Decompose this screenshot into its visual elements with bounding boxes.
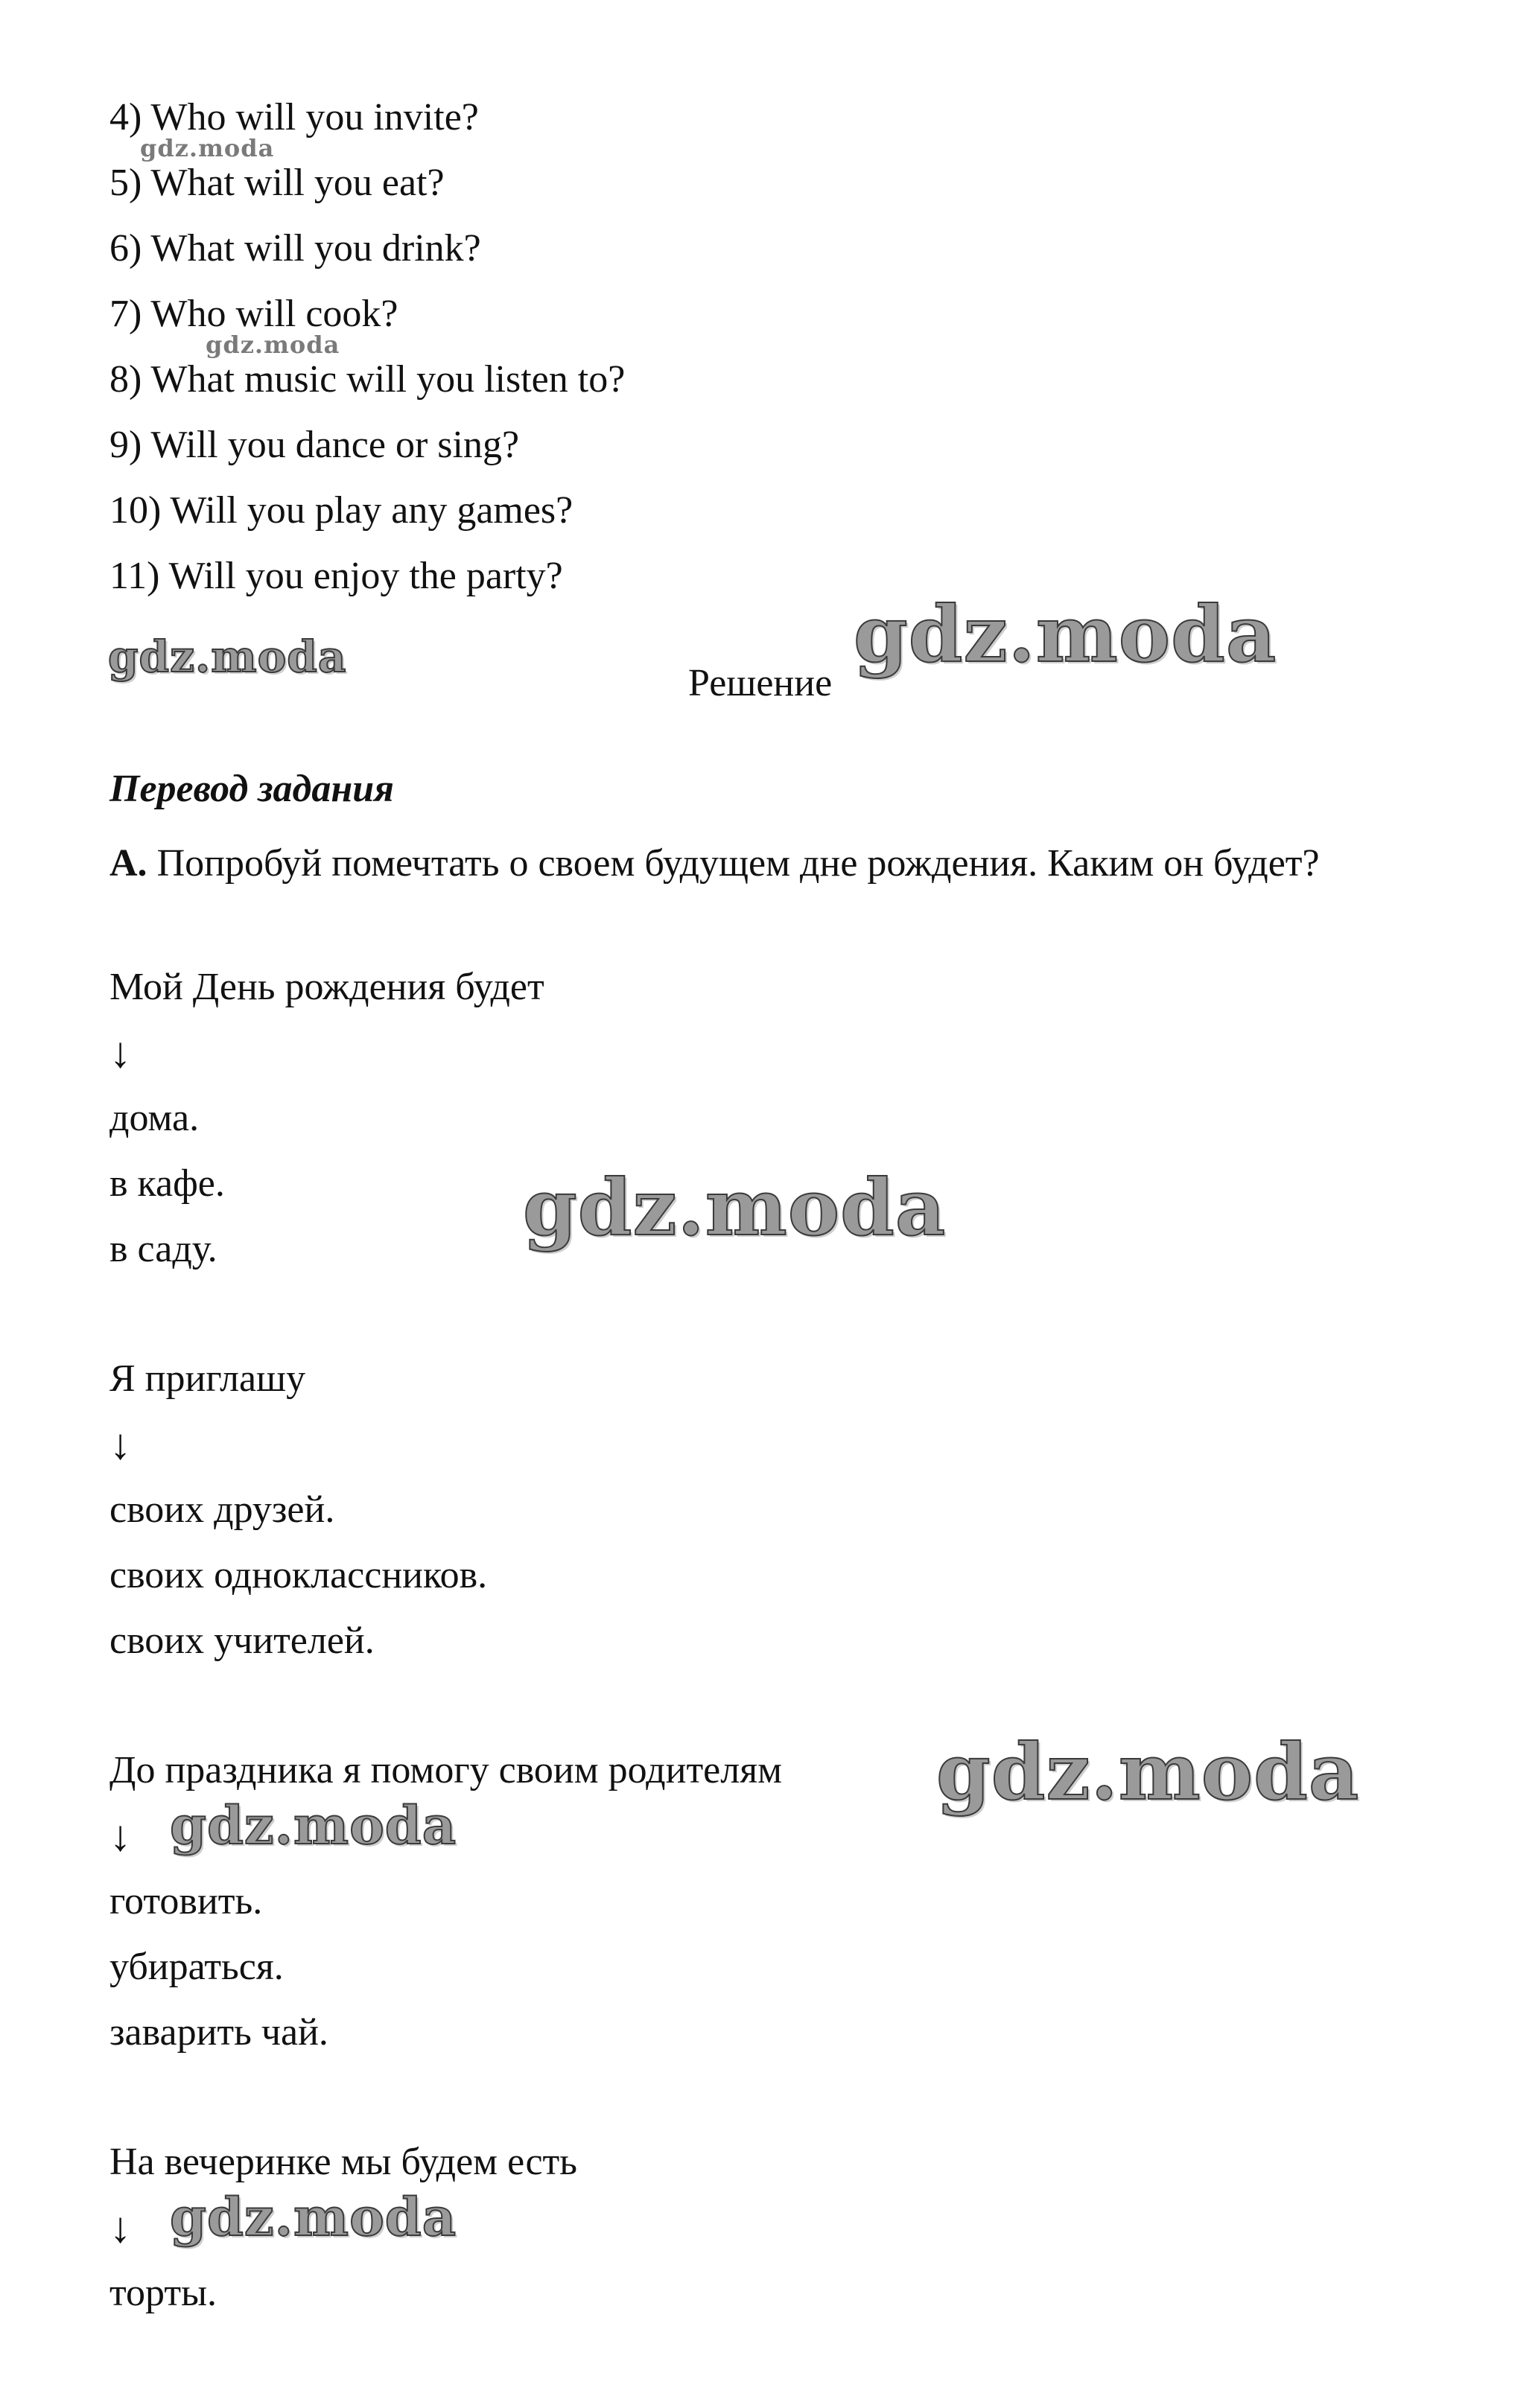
watermark: gdz.moda — [170, 2186, 457, 2248]
block-2-lead: Я приглашу — [109, 1357, 306, 1400]
question-6: 6) What will you drink? — [109, 227, 481, 270]
block-2-option: своих одноклассников. — [109, 1554, 488, 1596]
block-1-option: в саду. — [109, 1228, 217, 1270]
down-arrow-icon: ↓ — [109, 1028, 131, 1077]
block-2-option: своих учителей. — [109, 1619, 375, 1662]
block-1-option: дома. — [109, 1097, 200, 1139]
question-11: 11) Will you enjoy the party? — [109, 555, 563, 597]
block-4-option: торты. — [109, 2272, 217, 2314]
block-4-lead: На вечеринке мы будем есть — [109, 2141, 577, 2183]
question-10: 10) Will you play any games? — [109, 489, 573, 532]
solution-label: Решение — [688, 662, 833, 704]
watermark: gdz.moda — [206, 331, 340, 359]
block-2-option: своих друзей. — [109, 1488, 335, 1531]
watermark: gdz.moda — [140, 134, 275, 162]
watermark: gdz.moda — [108, 631, 347, 682]
question-9: 9) Will you dance or sing? — [109, 424, 520, 466]
question-5: 5) What will you eat? — [109, 162, 445, 204]
block-3-option: готовить. — [109, 1880, 263, 1923]
block-1-option: в кафе. — [109, 1162, 225, 1205]
question-4: 4) Who will you invite? — [109, 96, 479, 138]
block-1-lead: Мой День рождения будет — [109, 966, 544, 1008]
watermark: gdz.moda — [523, 1162, 947, 1253]
task-letter: А. — [109, 842, 147, 885]
down-arrow-icon: ↓ — [109, 1420, 131, 1468]
question-7: 7) Who will cook? — [109, 293, 398, 335]
watermark: gdz.moda — [854, 588, 1277, 680]
block-3-option: заварить чай. — [109, 2011, 328, 2054]
task-paragraph — [109, 831, 1391, 896]
watermark: gdz.moda — [170, 1794, 457, 1856]
down-arrow-icon: ↓ — [109, 2203, 131, 2252]
block-3-lead: До праздника я помогу своим родителям — [109, 1749, 783, 1791]
task-text: Попробуй помечтать о своем будущем дне рождения. Каким он будет? — [156, 842, 1320, 885]
down-arrow-icon: ↓ — [109, 1812, 131, 1860]
block-3-option: убираться. — [109, 1946, 284, 1988]
question-8: 8) What music will you listen to? — [109, 358, 626, 401]
translation-heading: Перевод задания — [109, 768, 394, 810]
watermark: gdz.moda — [936, 1726, 1360, 1818]
